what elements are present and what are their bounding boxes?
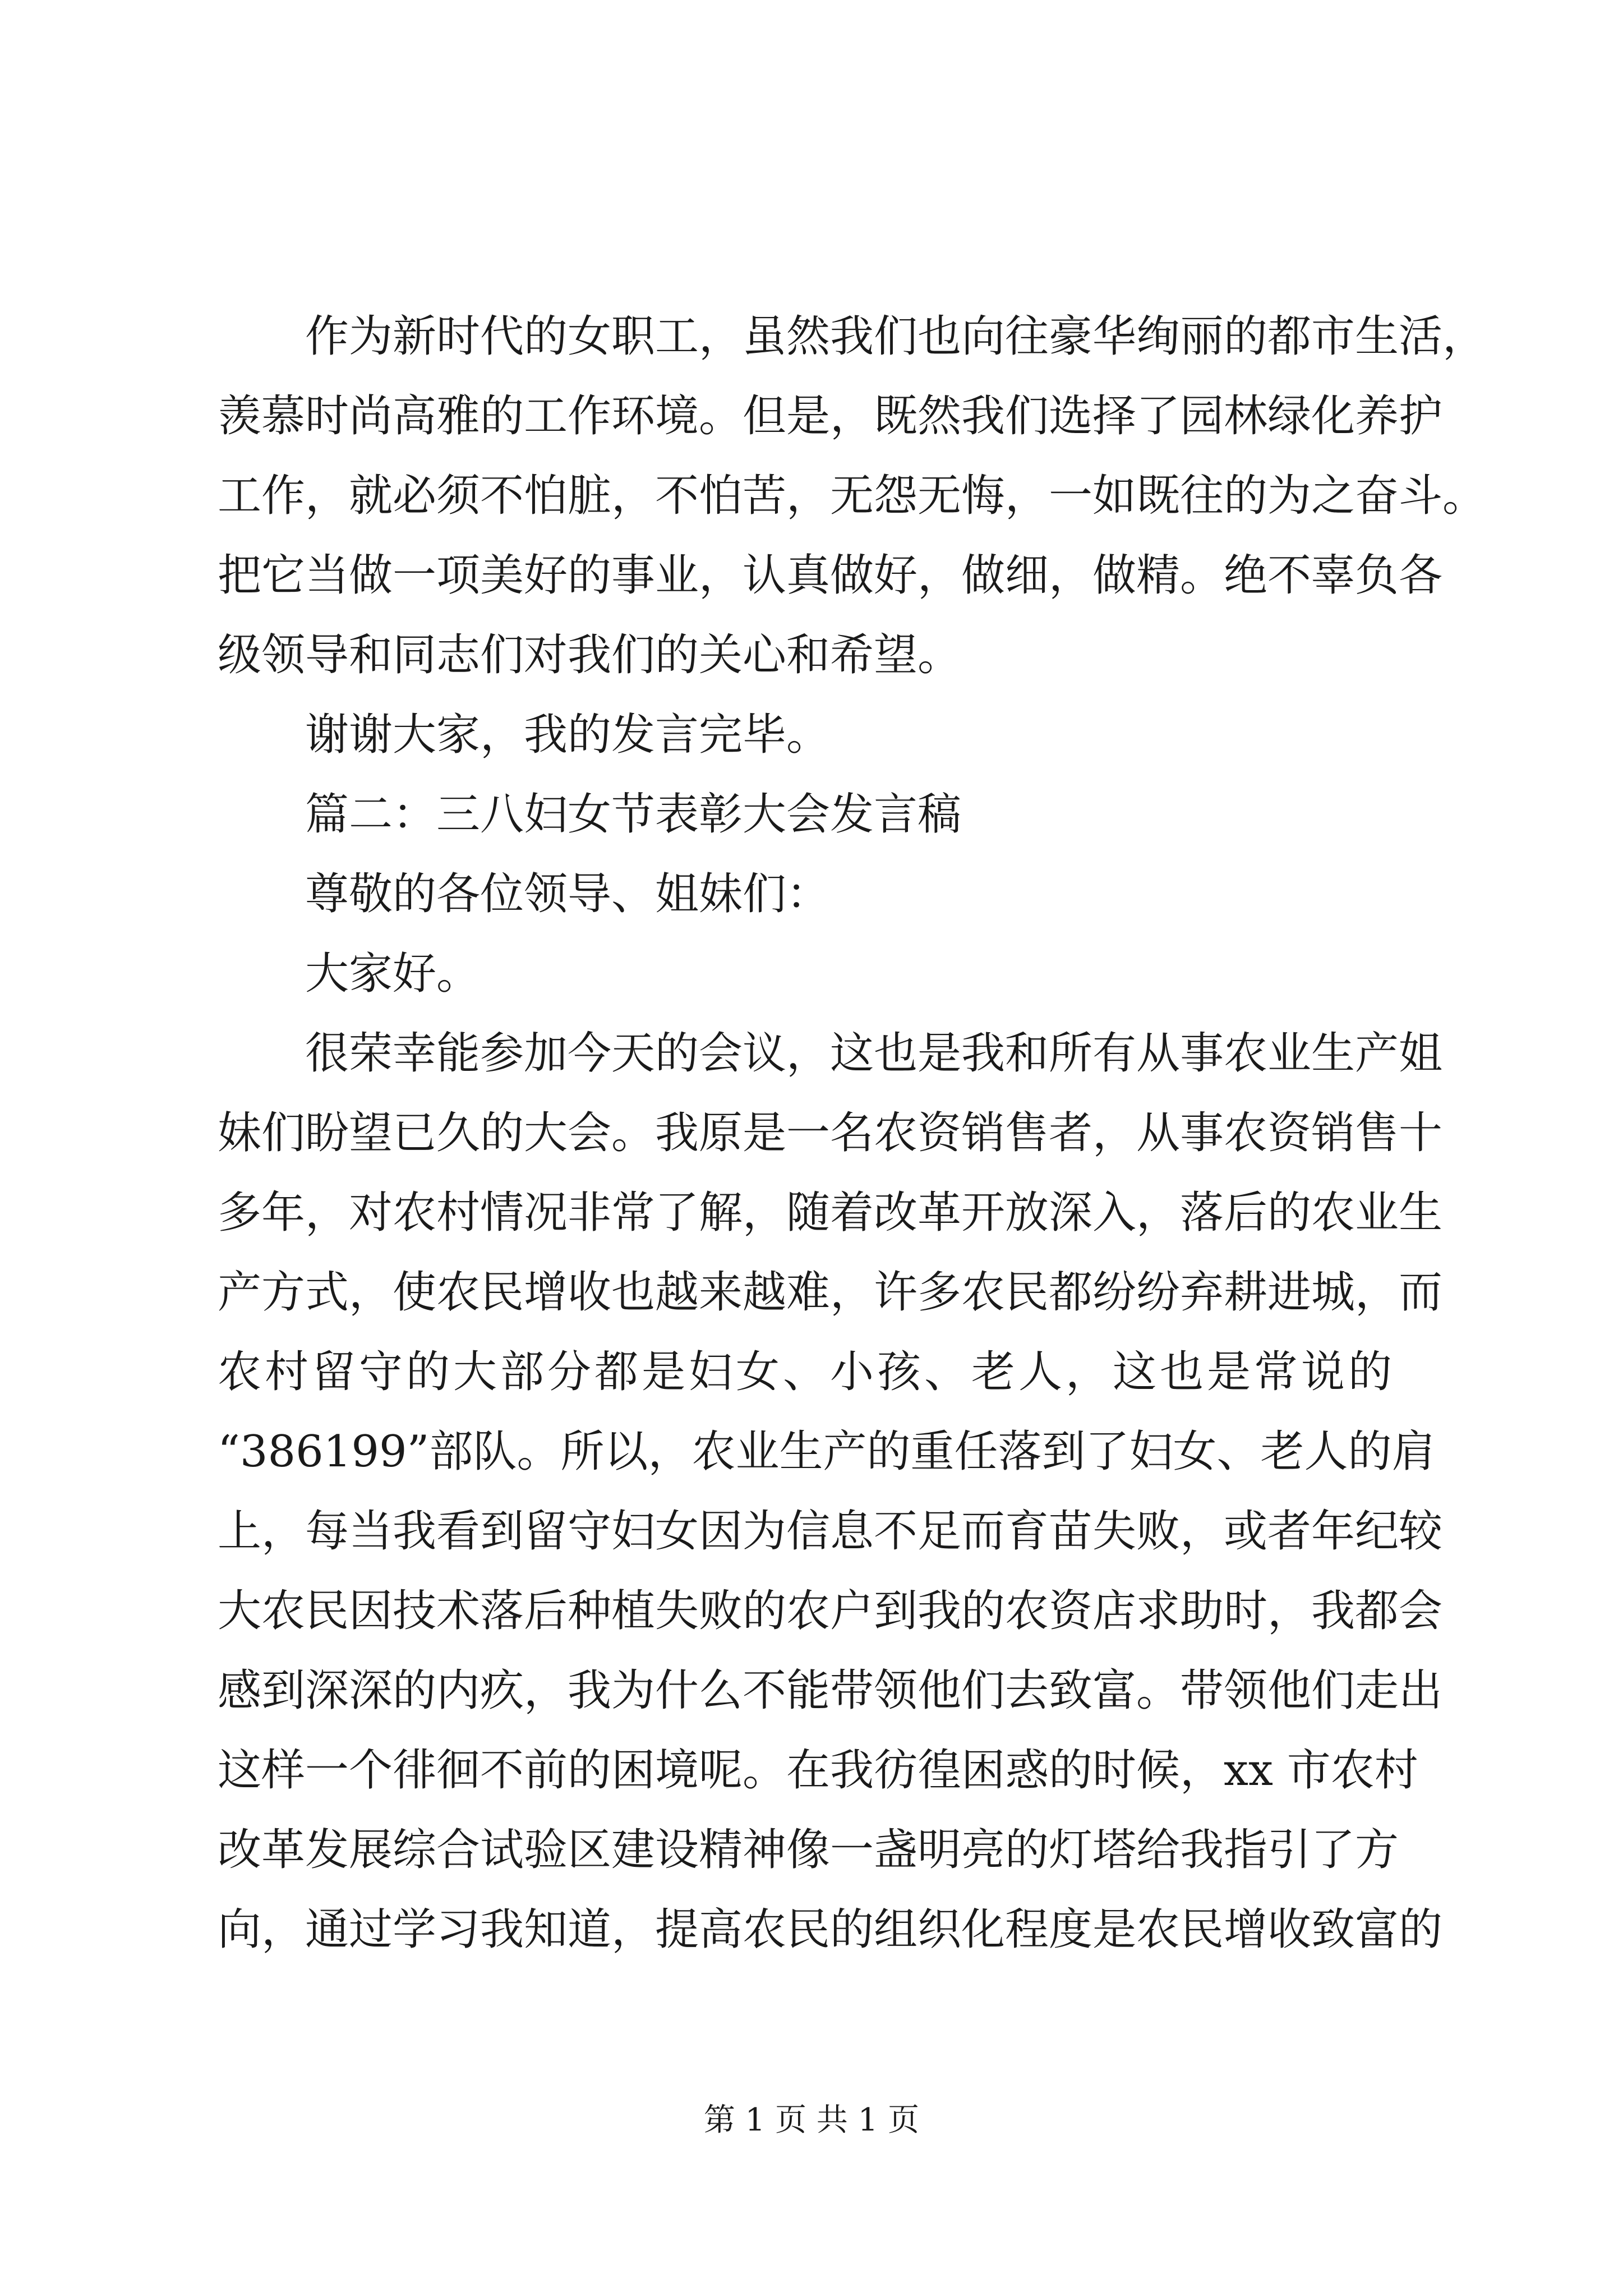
text-line: 很荣幸能参加今天的会议，这也是我和所有从事农业生产姐 [305,1028,1443,1079]
text-line: 改革发展综合试验区建设精神像一盏明亮的灯塔给我指引了方 [218,1825,1399,1875]
text-line: 妹们盼望已久的大会。我原是一名农资销售者，从事农资销售十 [218,1108,1443,1158]
text-line: 大农民因技术落后种植失败的农户到我的农资店求助时，我都会 [218,1586,1443,1636]
text-line: “386199”部队。所以，农业生产的重任落到了妇女、老人的肩 [218,1427,1436,1477]
text-line: 向，通过学习我知道，提高农民的组织化程度是农民增收致富的 [218,1904,1443,1955]
text-line: 把它当做一项美好的事业，认真做好，做细，做精。绝不辜负各 [218,550,1443,601]
text-line: 产方式，使农民增收也越来越难，许多农民都纷纷弃耕进城，而 [218,1267,1443,1318]
text-line: 羡慕时尚高雅的工作环境。但是，既然我们选择了园林绿化养护 [218,391,1443,441]
text-line: 农村留守的大部分都是妇女、小孩、老人，这也是常说的 [218,1347,1396,1397]
text-line: 感到深深的内疚，我为什么不能带领他们去致富。带领他们走出 [218,1665,1443,1716]
section-heading: 篇二：三八妇女节表彰大会发言稿 [305,789,962,840]
page-number-footer: 第 1 页 共 1 页 [703,2102,920,2138]
text-line: 上，每当我看到留守妇女因为信息不足而育苗失败，或者年纪较 [218,1506,1443,1557]
text-line: 级领导和同志们对我们的关心和希望。 [218,630,962,680]
salutation: 尊敬的各位领导、姐妹们： [305,869,831,919]
text-line: 谢谢大家，我的发言完毕。 [305,710,831,760]
text-line: 多年，对农村情况非常了解，随着改革开放深入，落后的农业生 [218,1188,1443,1238]
text-line: 这样一个徘徊不前的困境呢。在我彷徨困惑的时候，xx 市农村 [218,1745,1418,1796]
text-line: 工作，就必须不怕脏，不怕苦，无怨无悔，一如既往的为之奋斗。 [218,471,1487,521]
text-line: 作为新时代的女职工，虽然我们也向往豪华绚丽的都市生活， [305,311,1487,362]
greeting: 大家好。 [305,949,481,999]
